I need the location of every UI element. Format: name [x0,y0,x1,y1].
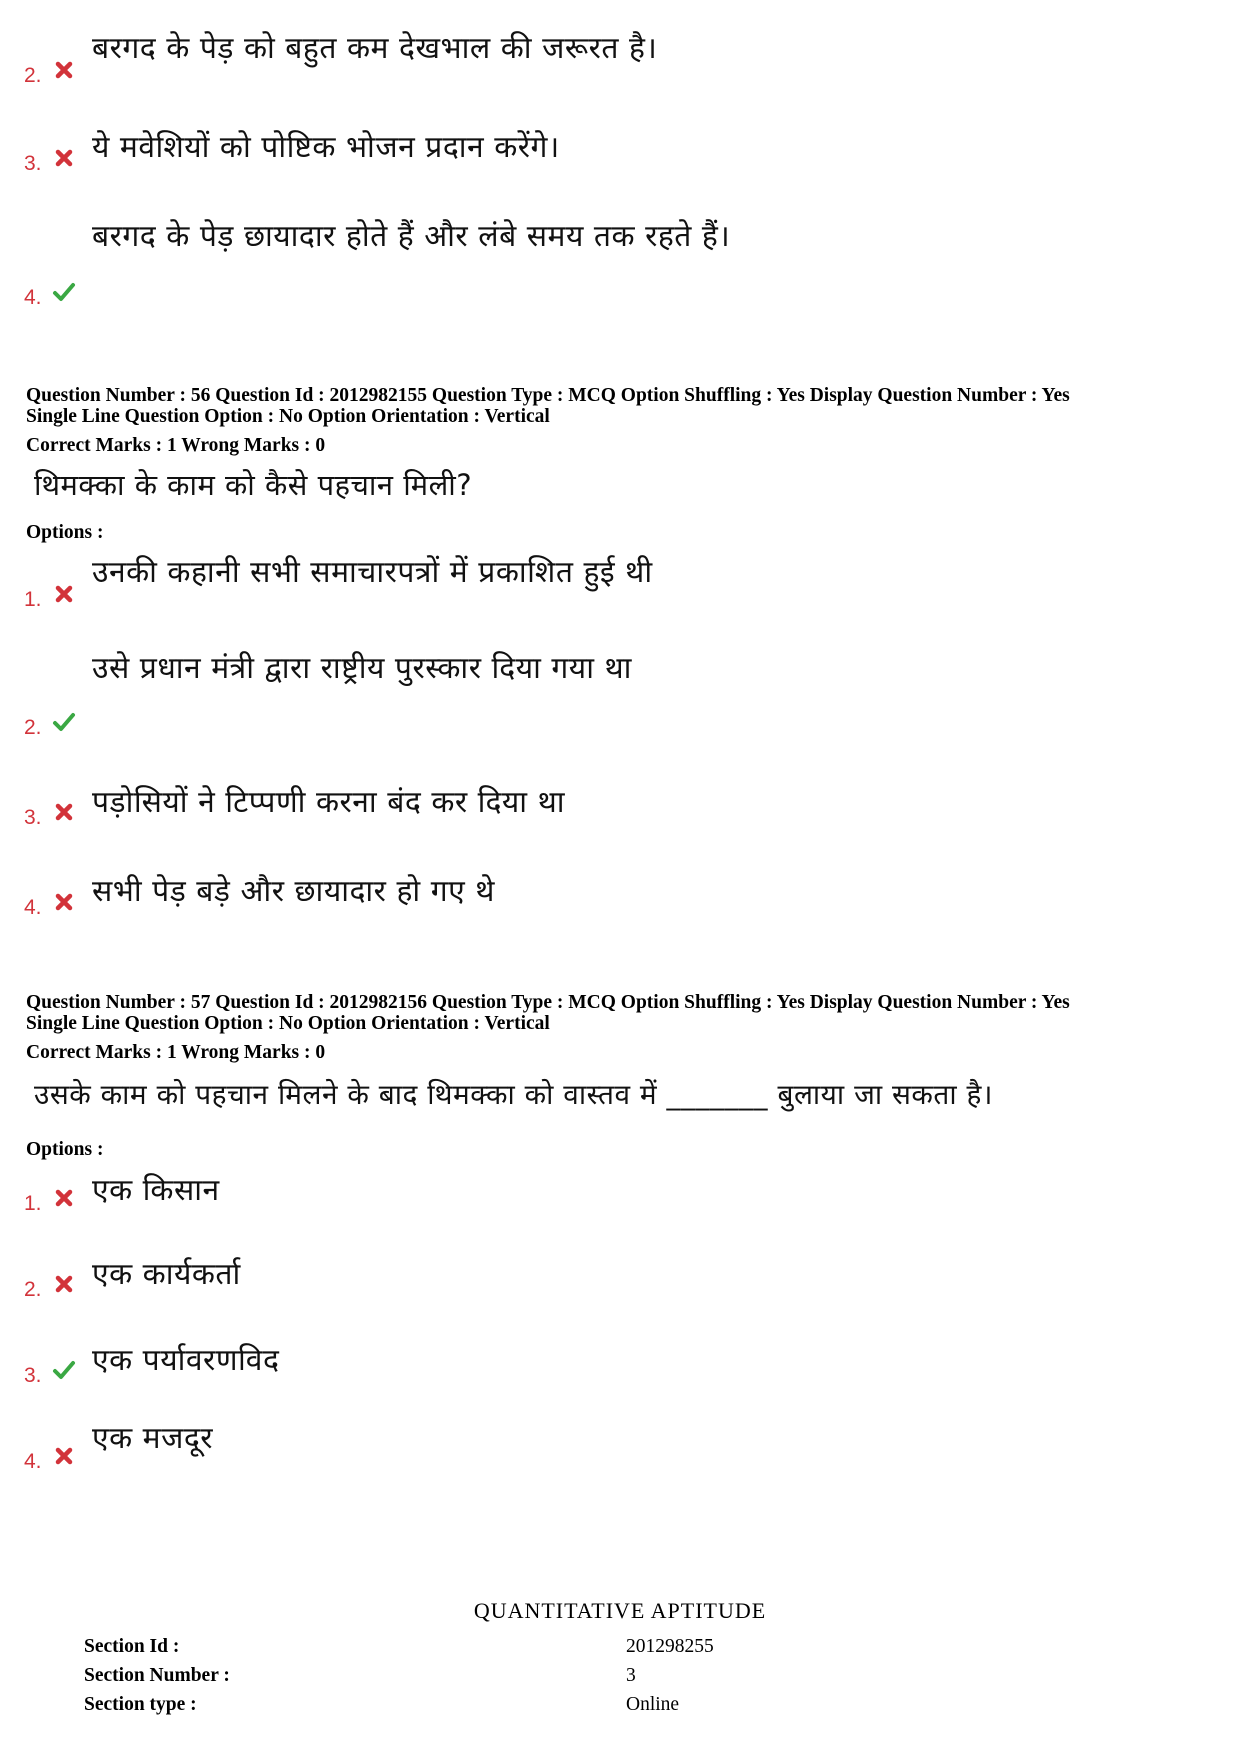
question-marks: Correct Marks : 1 Wrong Marks : 0 [26,435,326,456]
option-number: 1. [24,1192,42,1215]
check-icon [52,1358,76,1382]
option-number: 2. [24,1278,42,1301]
option-number: 4. [24,896,42,919]
section-number-label: Section Number : [84,1665,230,1686]
question-meta-line1: Question Number : 57 Question Id : 2012982156 Question Type : MCQ Option Shuffling : Yes Display Question Number : Yes [26,992,1070,1013]
section-type-label: Section type : [84,1694,197,1715]
option-text: पड़ोसियों ने टिप्पणी करना बंद कर दिया था [92,785,566,820]
cross-icon [52,1444,76,1468]
cross-icon [52,890,76,914]
cross-icon [52,800,76,824]
cross-icon [52,582,76,606]
option-number: 3. [24,806,42,829]
option-text: ये मवेशियों को पोष्टिक भोजन प्रदान करेंगे। [92,130,560,165]
option-number: 4. [24,1450,42,1473]
option-number: 3. [24,152,42,175]
cross-icon [52,58,76,82]
options-label: Options : [26,522,104,543]
check-icon [52,710,76,734]
option-text: उसे प्रधान मंत्री द्वारा राष्ट्रीय पुरस्कार दिया गया था [92,651,632,686]
cross-icon [52,1186,76,1210]
section-number-value: 3 [626,1665,636,1686]
question-marks: Correct Marks : 1 Wrong Marks : 0 [26,1042,326,1063]
question-text: थिमक्का के काम को कैसे पहचान मिली? [34,468,473,502]
option-text: बरगद के पेड़ छायादार होते हैं और लंबे समय तक रहते हैं। [92,219,731,254]
section-id-label: Section Id : [84,1636,180,1657]
section-title: QUANTITATIVE APTITUDE [473,1598,767,1623]
cross-icon [52,1272,76,1296]
option-text: उनकी कहानी सभी समाचारपत्रों में प्रकाशित हुई थी [92,555,653,590]
option-number: 4. [24,286,42,309]
option-number: 2. [24,64,42,87]
question-meta-line2: Single Line Question Option : No Option Orientation : Vertical [26,1013,550,1034]
section-id-value: 201298255 [626,1636,714,1657]
options-label: Options : [26,1139,104,1160]
option-number: 1. [24,588,42,611]
cross-icon [52,146,76,170]
section-type-value: Online [626,1694,680,1715]
option-number: 3. [24,1364,42,1387]
option-text: बरगद के पेड़ को बहुत कम देखभाल की जरूरत है। [92,31,658,66]
option-text: एक किसान [92,1173,220,1208]
option-text: एक पर्यावरणविद [92,1343,280,1378]
check-icon [52,280,76,304]
option-text: सभी पेड़ बड़े और छायादार हो गए थे [92,874,495,909]
option-text: एक मजदूर [92,1421,214,1456]
question-meta-line1: Question Number : 56 Question Id : 2012982155 Question Type : MCQ Option Shuffling : Yes Display Question Number : Yes [26,385,1070,406]
option-text: एक कार्यकर्ता [92,1257,241,1292]
option-number: 2. [24,716,42,739]
question-meta-line2: Single Line Question Option : No Option Orientation : Vertical [26,406,550,427]
question-text: उसके काम को पहचान मिलने के बाद थिमक्का को वास्तव में _______ बुलाया जा सकता है। [34,1078,994,1111]
